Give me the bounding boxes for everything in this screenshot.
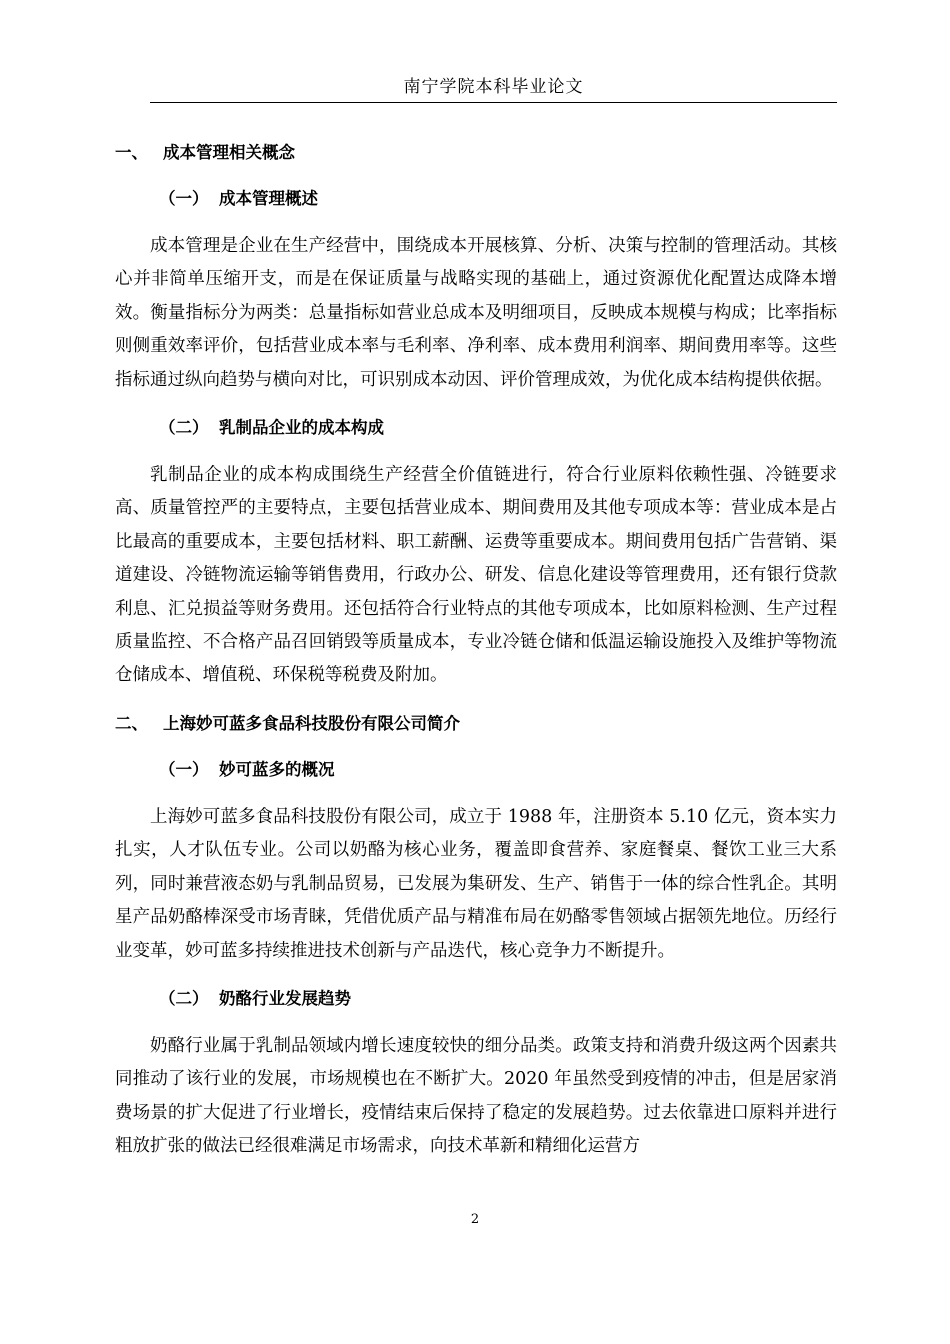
header-divider [150,102,837,103]
subsection-number: （二） [159,418,209,438]
subsection-number: （一） [159,189,209,208]
section-number: 一、 [115,143,148,162]
page-number: 2 [470,1212,480,1227]
subsection-title: 乳制品企业的成本构成 [219,418,384,438]
section-heading-2 [115,709,837,739]
page-header-title: 南宁学院本科毕业论文 [403,77,584,97]
paragraph: 奶酪行业属于乳制品领域内增长速度较快的细分品类。政策支持和消费升级这两个因素共同推动了该行业的发展，市场规模也在不断扩大。2020 年虽然受到疫情的冲击，但是居家消费场景的扩大促进了行业增长，疫情结束后保持了稳定的发展趋势。过去依靠进口原料并进行粗放扩张的做法已经很难满足市场需求，向技术革新和精细化运营方 [115,1035,837,1157]
subsection-title: 成本管理概述 [219,189,318,208]
subsection-heading-2-1 [115,755,837,785]
subsection-heading-1-2 [115,413,837,443]
section-number: 二、 [115,713,148,733]
subsection-number: （二） [159,988,209,1008]
subsection-heading-2-2 [115,984,837,1014]
paragraph: 上海妙可蓝多食品科技股份有限公司，成立于 1988 年，注册资本 5.10 亿元，资本实力扎实，人才队伍专业。公司以奶酪为核心业务，覆盖即食营养、家庭餐桌、餐饮工业三大系列，同时兼营液态奶与乳制品贸易，已发展为集研发、生产、销售于一体的综合性乳企。其明星产品奶酪棒深受市场青睐，凭借优质产品与精准布局在奶酪零售领域占据领先地位。历经行业变革，妙可蓝多持续推进技术创新与产品迭代，核心竞争力不断提升。 [115,806,837,961]
section-title: 上海妙可蓝多食品科技股份有限公司简介 [163,713,460,733]
subsection-heading-1-1 [115,184,837,214]
document-body [115,138,837,1180]
paragraph: 乳制品企业的成本构成围绕生产经营全价值链进行，符合行业原料依赖性强、冷链要求高、质量管控严的主要特点，主要包括营业成本、期间费用及其他专项成本等：营业成本是占比最高的重要成本，主要包括材料、职工薪酬、运费等重要成本。期间费用包括广告营销、渠道建设、冷链物流运输等销售费用，行政办公、研发、信息化建设等管理费用，还有银行贷款利息、汇兑损益等财务费用。还包括符合行业特点的其他专项成本，比如原料检测、生产过程质量监控、不合格产品召回销毁等质量成本，专业冷链仓储和低温运输设施投入及维护等物流仓储成本、增值税、环保税等税费及附加。 [115,465,837,686]
section-title: 成本管理相关概念 [163,143,295,162]
subsection-title: 奶酪行业发展趋势 [219,988,351,1008]
subsection-title: 妙可蓝多的概况 [219,759,335,779]
paragraph: 成本管理是企业在生产经营中，围绕成本开展核算、分析、决策与控制的管理活动。其核心并非简单压缩开支，而是在保证质量与战略实现的基础上，通过资源优化配置达成降本增效。衡量指标分为两类：总量指标如营业总成本及明细项目，反映成本规模与构成；比率指标则侧重效率评价，包括营业成本率与毛利率、净利率、成本费用利润率、期间费用率等。这些指标通过纵向趋势与横向对比，可识别成本动因、评价管理成效，为优化成本结构提供依据。 [115,236,837,390]
section-heading-1 [115,138,837,168]
subsection-number: （一） [159,759,209,779]
